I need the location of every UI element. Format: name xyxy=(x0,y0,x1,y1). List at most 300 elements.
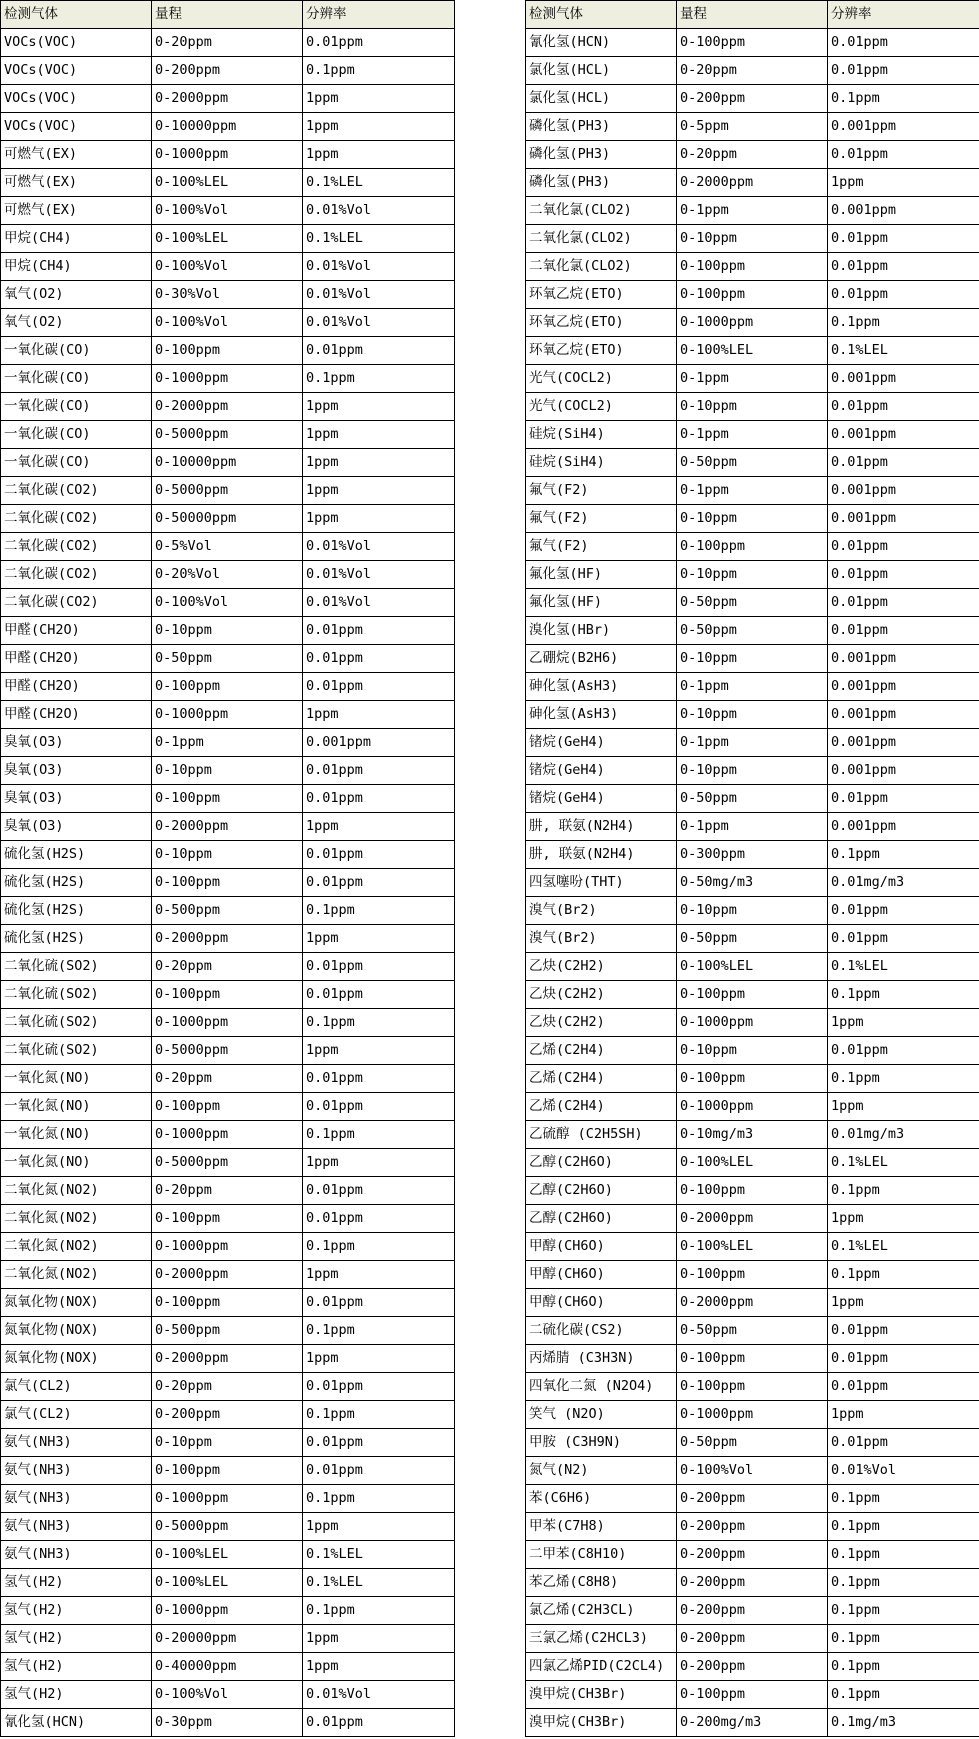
resolution-cell: 0.1ppm xyxy=(828,1569,979,1597)
resolution-cell: 0.001ppm xyxy=(828,365,979,393)
range-cell: 0-200ppm xyxy=(677,1485,828,1513)
gas-cell: 环氧乙烷(ETO) xyxy=(526,281,677,309)
table-row xyxy=(526,869,979,897)
table-row xyxy=(526,673,979,701)
gas-cell: 磷化氢(PH3) xyxy=(526,113,677,141)
range-cell: 0-200ppm xyxy=(677,1541,828,1569)
table-row xyxy=(1,1597,455,1625)
resolution-cell: 0.01%Vol xyxy=(303,197,455,225)
table-row xyxy=(1,1261,455,1289)
range-cell: 0-5%Vol xyxy=(152,533,303,561)
resolution-cell: 0.01%Vol xyxy=(828,1457,979,1485)
gas-cell: 四氢噻吩(THT) xyxy=(526,869,677,897)
resolution-cell: 1ppm xyxy=(828,1093,979,1121)
table-row xyxy=(526,953,979,981)
gas-cell: 二氧化氯(CLO2) xyxy=(526,253,677,281)
resolution-cell: 0.01%Vol xyxy=(303,589,455,617)
range-cell: 0-100%Vol xyxy=(677,1457,828,1485)
range-cell: 0-100ppm xyxy=(152,673,303,701)
table-row xyxy=(526,813,979,841)
table-row xyxy=(1,477,455,505)
resolution-cell: 1ppm xyxy=(303,85,455,113)
table-row xyxy=(526,477,979,505)
range-cell: 0-100ppm xyxy=(677,1681,828,1709)
gas-cell: 氯化氢(HCL) xyxy=(526,85,677,113)
range-cell: 0-10ppm xyxy=(677,897,828,925)
gas-table-right xyxy=(525,0,979,1737)
resolution-cell: 0.01ppm xyxy=(828,1317,979,1345)
gas-cell: 肼, 联氨(N2H4) xyxy=(526,813,677,841)
gas-cell: VOCs(VOC) xyxy=(1,113,152,141)
table-row xyxy=(1,813,455,841)
table-row xyxy=(1,365,455,393)
gas-cell: 磷化氢(PH3) xyxy=(526,169,677,197)
table-row xyxy=(526,1681,979,1709)
table-row xyxy=(526,57,979,85)
table-row xyxy=(1,645,455,673)
resolution-cell: 0.1%LEL xyxy=(303,169,455,197)
resolution-cell: 0.01ppm xyxy=(828,533,979,561)
gas-cell: 三氯乙烯(C2HCL3) xyxy=(526,1625,677,1653)
range-cell: 0-100ppm xyxy=(152,1457,303,1485)
gas-cell: 二甲苯(C8H10) xyxy=(526,1541,677,1569)
resolution-cell: 0.1ppm xyxy=(303,897,455,925)
resolution-cell: 0.1ppm xyxy=(828,1261,979,1289)
range-cell: 0-50ppm xyxy=(677,617,828,645)
resolution-cell: 0.01%Vol xyxy=(303,533,455,561)
range-cell: 0-2000ppm xyxy=(677,169,828,197)
range-cell: 0-100%LEL xyxy=(677,1233,828,1261)
range-cell: 0-5ppm xyxy=(677,113,828,141)
gas-cell: 四氧化二氮 (N2O4) xyxy=(526,1373,677,1401)
table-row xyxy=(526,701,979,729)
resolution-cell: 0.1ppm xyxy=(303,1317,455,1345)
range-cell: 0-50mg/m3 xyxy=(677,869,828,897)
resolution-cell: 0.1ppm xyxy=(303,57,455,85)
resolution-cell: 0.01ppm xyxy=(828,281,979,309)
gas-cell: 锗烷(GeH4) xyxy=(526,785,677,813)
range-cell: 0-2000ppm xyxy=(677,1289,828,1317)
resolution-cell: 1ppm xyxy=(828,169,979,197)
gas-cell: 氧气(O2) xyxy=(1,309,152,337)
gas-cell: 氟气(F2) xyxy=(526,533,677,561)
table-row xyxy=(526,1261,979,1289)
resolution-cell: 0.1ppm xyxy=(303,1401,455,1429)
resolution-cell: 0.01ppm xyxy=(828,225,979,253)
resolution-cell: 0.1ppm xyxy=(828,1625,979,1653)
range-cell: 0-100ppm xyxy=(677,29,828,57)
table-row xyxy=(1,1625,455,1653)
resolution-cell: 0.1ppm xyxy=(828,1177,979,1205)
gas-cell: 二氧化碳(CO2) xyxy=(1,589,152,617)
gas-cell: 可燃气(EX) xyxy=(1,141,152,169)
range-cell: 0-10ppm xyxy=(677,225,828,253)
range-cell: 0-1000ppm xyxy=(152,1009,303,1037)
gas-cell: 可燃气(EX) xyxy=(1,197,152,225)
table-row xyxy=(1,1457,455,1485)
table-row xyxy=(526,421,979,449)
gas-cell: 砷化氢(AsH3) xyxy=(526,701,677,729)
table-row xyxy=(526,1317,979,1345)
table-row xyxy=(1,29,455,57)
resolution-cell: 0.01ppm xyxy=(828,253,979,281)
gas-cell: 溴气(Br2) xyxy=(526,897,677,925)
gas-cell: 硫化氢(H2S) xyxy=(1,925,152,953)
gas-cell: 溴甲烷(CH3Br) xyxy=(526,1681,677,1709)
gas-cell: 可燃气(EX) xyxy=(1,169,152,197)
range-cell: 0-10000ppm xyxy=(152,449,303,477)
table-row xyxy=(1,197,455,225)
gas-cell: 甲烷(CH4) xyxy=(1,253,152,281)
range-cell: 0-1ppm xyxy=(677,421,828,449)
gas-cell: 二氧化碳(CO2) xyxy=(1,477,152,505)
table-row xyxy=(1,617,455,645)
range-cell: 0-2000ppm xyxy=(152,813,303,841)
table-row xyxy=(526,365,979,393)
resolution-cell: 0.1%LEL xyxy=(828,953,979,981)
range-cell: 0-100ppm xyxy=(152,981,303,1009)
table-row xyxy=(1,757,455,785)
resolution-cell: 0.1ppm xyxy=(828,1597,979,1625)
resolution-cell: 1ppm xyxy=(303,113,455,141)
gas-cell: 二氧化硫(SO2) xyxy=(1,953,152,981)
range-cell: 0-1ppm xyxy=(677,365,828,393)
gas-cell: 环氧乙烷(ETO) xyxy=(526,337,677,365)
resolution-cell: 1ppm xyxy=(828,1205,979,1233)
table-row xyxy=(1,701,455,729)
resolution-cell: 1ppm xyxy=(303,393,455,421)
table-row xyxy=(526,841,979,869)
resolution-cell: 1ppm xyxy=(828,1289,979,1317)
table-row xyxy=(526,1009,979,1037)
range-cell: 0-1ppm xyxy=(677,197,828,225)
table-row xyxy=(526,1597,979,1625)
resolution-cell: 0.1ppm xyxy=(828,1541,979,1569)
resolution-cell: 0.01ppm xyxy=(828,141,979,169)
table-row xyxy=(1,1541,455,1569)
range-cell: 0-1000ppm xyxy=(152,1485,303,1513)
resolution-cell: 0.01ppm xyxy=(303,645,455,673)
table-row xyxy=(1,141,455,169)
gas-cell: 二氧化硫(SO2) xyxy=(1,1037,152,1065)
resolution-cell: 1ppm xyxy=(303,141,455,169)
resolution-cell: 0.001ppm xyxy=(828,505,979,533)
range-cell: 0-1ppm xyxy=(677,673,828,701)
gas-cell: 磷化氢(PH3) xyxy=(526,141,677,169)
range-cell: 0-1000ppm xyxy=(152,1597,303,1625)
resolution-cell: 0.001ppm xyxy=(828,701,979,729)
range-cell: 0-10ppm xyxy=(677,757,828,785)
gas-cell: 氟气(F2) xyxy=(526,505,677,533)
resolution-cell: 0.001ppm xyxy=(828,421,979,449)
table-row xyxy=(526,29,979,57)
gas-cell: 乙炔(C2H2) xyxy=(526,1009,677,1037)
table-row xyxy=(1,1149,455,1177)
gas-cell: 臭氧(O3) xyxy=(1,757,152,785)
gas-cell: 氢气(H2) xyxy=(1,1625,152,1653)
gas-cell: 硫化氢(H2S) xyxy=(1,897,152,925)
resolution-cell: 0.001ppm xyxy=(828,197,979,225)
range-cell: 0-20ppm xyxy=(677,141,828,169)
resolution-cell: 0.01ppm xyxy=(303,1177,455,1205)
header-row xyxy=(526,1,979,29)
gas-cell: 乙炔(C2H2) xyxy=(526,953,677,981)
gas-cell: 甲醇(CH6O) xyxy=(526,1289,677,1317)
gas-cell: 丙烯腈 (C3H3N) xyxy=(526,1345,677,1373)
range-cell: 0-100ppm xyxy=(677,1373,828,1401)
range-cell: 0-20ppm xyxy=(152,29,303,57)
gas-cell: 光气(COCL2) xyxy=(526,365,677,393)
table-row xyxy=(1,281,455,309)
gas-cell: VOCs(VOC) xyxy=(1,29,152,57)
gas-cell: 氰化氢(HCN) xyxy=(526,29,677,57)
table-row xyxy=(526,1065,979,1093)
gas-cell: 氢气(H2) xyxy=(1,1569,152,1597)
resolution-cell: 0.01ppm xyxy=(828,925,979,953)
gas-cell: 二氧化氯(CLO2) xyxy=(526,197,677,225)
range-cell: 0-100%Vol xyxy=(152,1681,303,1709)
range-cell: 0-500ppm xyxy=(152,1317,303,1345)
table-row xyxy=(526,1513,979,1541)
resolution-cell: 1ppm xyxy=(303,505,455,533)
gas-cell: 硫化氢(H2S) xyxy=(1,869,152,897)
resolution-cell: 1ppm xyxy=(303,813,455,841)
table-row xyxy=(526,449,979,477)
gas-cell: 二氧化氮(NO2) xyxy=(1,1205,152,1233)
resolution-cell: 0.01ppm xyxy=(828,449,979,477)
resolution-cell: 0.1ppm xyxy=(828,309,979,337)
gas-cell: 二氧化氮(NO2) xyxy=(1,1233,152,1261)
table-row xyxy=(1,421,455,449)
gas-cell: 乙硫醇 (C2H5SH) xyxy=(526,1121,677,1149)
range-cell: 0-10000ppm xyxy=(152,113,303,141)
table-row xyxy=(1,1065,455,1093)
table-row xyxy=(526,1373,979,1401)
range-cell: 0-2000ppm xyxy=(152,1345,303,1373)
header-range: 量程 xyxy=(152,1,303,29)
gas-cell: 甲醛(CH2O) xyxy=(1,701,152,729)
resolution-cell: 0.01ppm xyxy=(828,29,979,57)
gas-cell: 二氧化碳(CO2) xyxy=(1,561,152,589)
header-range: 量程 xyxy=(677,1,828,29)
table-row xyxy=(1,841,455,869)
range-cell: 0-100ppm xyxy=(152,1289,303,1317)
range-cell: 0-50ppm xyxy=(677,925,828,953)
table-row xyxy=(526,85,979,113)
gas-cell: 甲醇(CH6O) xyxy=(526,1261,677,1289)
range-cell: 0-30%Vol xyxy=(152,281,303,309)
resolution-cell: 0.01mg/m3 xyxy=(828,869,979,897)
table-row xyxy=(1,897,455,925)
range-cell: 0-100%LEL xyxy=(677,337,828,365)
resolution-cell: 0.01ppm xyxy=(303,785,455,813)
table-row xyxy=(1,981,455,1009)
range-cell: 0-2000ppm xyxy=(152,393,303,421)
resolution-cell: 0.1ppm xyxy=(828,1485,979,1513)
gas-cell: 一氧化碳(CO) xyxy=(1,393,152,421)
resolution-cell: 0.01ppm xyxy=(303,1065,455,1093)
resolution-cell: 1ppm xyxy=(303,1653,455,1681)
table-row xyxy=(526,1429,979,1457)
gas-cell: 氟气(F2) xyxy=(526,477,677,505)
resolution-cell: 0.01ppm xyxy=(303,337,455,365)
gas-cell: 甲醛(CH2O) xyxy=(1,645,152,673)
table-row xyxy=(526,897,979,925)
resolution-cell: 1ppm xyxy=(303,1261,455,1289)
range-cell: 0-10ppm xyxy=(677,701,828,729)
table-row xyxy=(526,645,979,673)
resolution-cell: 0.1ppm xyxy=(303,1121,455,1149)
gas-cell: 甲苯(C7H8) xyxy=(526,1513,677,1541)
gas-cell: 一氧化碳(CO) xyxy=(1,421,152,449)
range-cell: 0-20ppm xyxy=(677,57,828,85)
range-cell: 0-10ppm xyxy=(677,1037,828,1065)
gas-cell: 一氧化氮(NO) xyxy=(1,1093,152,1121)
table-row xyxy=(1,1093,455,1121)
gas-cell: 四氯乙烯PID(C2CL4) xyxy=(526,1653,677,1681)
range-cell: 0-1000ppm xyxy=(677,1093,828,1121)
table-row xyxy=(1,85,455,113)
gas-cell: 乙硼烷(B2H6) xyxy=(526,645,677,673)
resolution-cell: 0.001ppm xyxy=(303,729,455,757)
range-cell: 0-10ppm xyxy=(677,561,828,589)
gas-cell: 笑气 (N2O) xyxy=(526,1401,677,1429)
resolution-cell: 1ppm xyxy=(303,701,455,729)
gas-cell: 氯乙烯(C2H3CL) xyxy=(526,1597,677,1625)
resolution-cell: 0.1mg/m3 xyxy=(828,1709,979,1737)
range-cell: 0-20ppm xyxy=(152,1373,303,1401)
range-cell: 0-200ppm xyxy=(152,57,303,85)
resolution-cell: 0.1ppm xyxy=(303,1233,455,1261)
gas-cell: 二硫化碳(CS2) xyxy=(526,1317,677,1345)
gas-cell: 臭氧(O3) xyxy=(1,785,152,813)
range-cell: 0-1ppm xyxy=(677,813,828,841)
table-row xyxy=(1,589,455,617)
range-cell: 0-100%LEL xyxy=(677,1149,828,1177)
range-cell: 0-100%Vol xyxy=(152,589,303,617)
resolution-cell: 0.1%LEL xyxy=(828,1233,979,1261)
table-row xyxy=(526,309,979,337)
table-row xyxy=(1,785,455,813)
table-row xyxy=(526,505,979,533)
resolution-cell: 0.1ppm xyxy=(828,981,979,1009)
range-cell: 0-100ppm xyxy=(677,281,828,309)
resolution-cell: 0.01ppm xyxy=(303,29,455,57)
resolution-cell: 0.1%LEL xyxy=(303,225,455,253)
gas-cell: 一氧化碳(CO) xyxy=(1,449,152,477)
resolution-cell: 0.01%Vol xyxy=(303,561,455,589)
table-row xyxy=(526,589,979,617)
gas-cell: 氮气(N2) xyxy=(526,1457,677,1485)
resolution-cell: 0.1%LEL xyxy=(303,1541,455,1569)
range-cell: 0-1ppm xyxy=(677,729,828,757)
resolution-cell: 1ppm xyxy=(303,1037,455,1065)
resolution-cell: 1ppm xyxy=(303,449,455,477)
range-cell: 0-100ppm xyxy=(677,981,828,1009)
range-cell: 0-20ppm xyxy=(152,1065,303,1093)
table-row xyxy=(526,225,979,253)
gas-cell: 甲胺 (C3H9N) xyxy=(526,1429,677,1457)
range-cell: 0-200ppm xyxy=(677,1625,828,1653)
gas-cell: 溴气(Br2) xyxy=(526,925,677,953)
resolution-cell: 0.01ppm xyxy=(303,1457,455,1485)
table-row xyxy=(1,1121,455,1149)
range-cell: 0-20000ppm xyxy=(152,1625,303,1653)
gas-cell: 乙烯(C2H4) xyxy=(526,1037,677,1065)
range-cell: 0-50ppm xyxy=(677,449,828,477)
gas-cell: 氨气(NH3) xyxy=(1,1429,152,1457)
resolution-cell: 0.01ppm xyxy=(303,1289,455,1317)
resolution-cell: 1ppm xyxy=(303,1513,455,1541)
resolution-cell: 0.01ppm xyxy=(828,1429,979,1457)
range-cell: 0-100ppm xyxy=(677,1177,828,1205)
range-cell: 0-100%Vol xyxy=(152,309,303,337)
resolution-cell: 0.01ppm xyxy=(828,393,979,421)
resolution-cell: 0.01ppm xyxy=(303,981,455,1009)
table-row xyxy=(526,1625,979,1653)
gas-cell: 氟化氢(HF) xyxy=(526,589,677,617)
resolution-cell: 0.001ppm xyxy=(828,729,979,757)
gas-cell: 乙醇(C2H6O) xyxy=(526,1149,677,1177)
range-cell: 0-1000ppm xyxy=(152,1121,303,1149)
resolution-cell: 0.1%LEL xyxy=(303,1569,455,1597)
table-row xyxy=(526,1149,979,1177)
gas-cell: 砷化氢(AsH3) xyxy=(526,673,677,701)
table-row xyxy=(1,1205,455,1233)
table-row xyxy=(1,561,455,589)
resolution-cell: 0.1ppm xyxy=(303,1009,455,1037)
range-cell: 0-1000ppm xyxy=(152,365,303,393)
header-gas: 检测气体 xyxy=(526,1,677,29)
range-cell: 0-2000ppm xyxy=(152,1261,303,1289)
resolution-cell: 0.01ppm xyxy=(303,1205,455,1233)
range-cell: 0-30ppm xyxy=(152,1709,303,1737)
gas-cell: 苯乙烯(C8H8) xyxy=(526,1569,677,1597)
resolution-cell: 0.1%LEL xyxy=(828,337,979,365)
gas-cell: 氢气(H2) xyxy=(1,1681,152,1709)
table-row xyxy=(526,1233,979,1261)
resolution-cell: 1ppm xyxy=(303,1625,455,1653)
range-cell: 0-100ppm xyxy=(152,785,303,813)
table-row xyxy=(526,617,979,645)
table-row xyxy=(526,925,979,953)
table-row xyxy=(1,869,455,897)
table-row xyxy=(1,953,455,981)
gas-cell: 溴甲烷(CH3Br) xyxy=(526,1709,677,1737)
range-cell: 0-5000ppm xyxy=(152,1149,303,1177)
gas-cell: VOCs(VOC) xyxy=(1,85,152,113)
range-cell: 0-10ppm xyxy=(677,393,828,421)
range-cell: 0-1ppm xyxy=(152,729,303,757)
table-row xyxy=(526,1121,979,1149)
gas-cell: 氯化氢(HCL) xyxy=(526,57,677,85)
table-row xyxy=(526,253,979,281)
gas-cell: 氟化氢(HF) xyxy=(526,561,677,589)
resolution-cell: 0.001ppm xyxy=(828,813,979,841)
table-row xyxy=(526,1485,979,1513)
range-cell: 0-1000ppm xyxy=(152,141,303,169)
table-row xyxy=(526,1345,979,1373)
header-resolution: 分辨率 xyxy=(828,1,979,29)
table-row xyxy=(1,1373,455,1401)
gas-cell: 一氧化氮(NO) xyxy=(1,1065,152,1093)
gas-cell: 氢气(H2) xyxy=(1,1653,152,1681)
resolution-cell: 0.01ppm xyxy=(828,617,979,645)
resolution-cell: 0.01ppm xyxy=(828,561,979,589)
header-row xyxy=(1,1,455,29)
range-cell: 0-20%Vol xyxy=(152,561,303,589)
resolution-cell: 0.001ppm xyxy=(828,757,979,785)
